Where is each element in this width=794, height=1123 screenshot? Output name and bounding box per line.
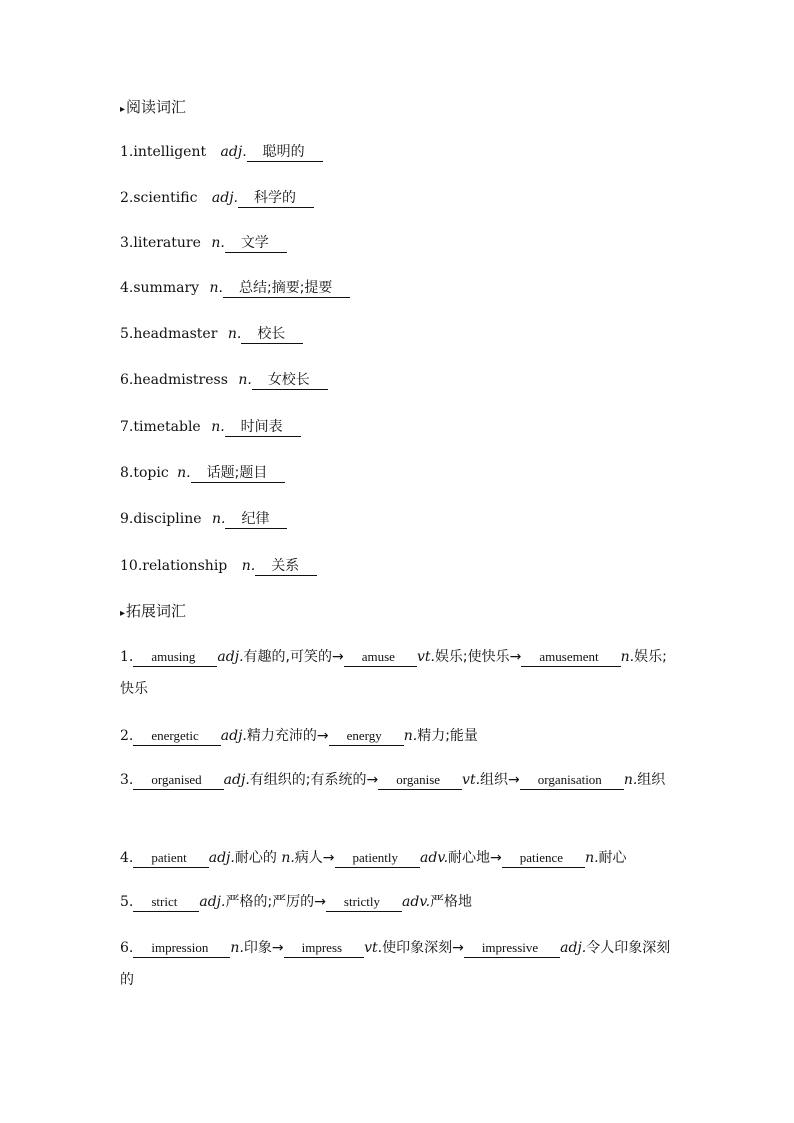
- meaning: 耐心: [598, 850, 627, 866]
- item-number: 6.: [120, 372, 134, 388]
- item-number: 2.: [120, 728, 134, 744]
- answer-blank: organised: [133, 771, 223, 790]
- answer-blank: impression: [133, 939, 230, 958]
- answer-blank: strict: [133, 893, 199, 912]
- answer-blank: impressive: [464, 939, 560, 958]
- item-number: 10.: [120, 558, 143, 574]
- answer-blank: amusement: [521, 648, 620, 667]
- meaning: 娱乐;使快乐: [434, 649, 510, 665]
- arrow-icon: →: [508, 772, 520, 788]
- vocab-word: intelligent: [133, 144, 207, 160]
- answer-blank: organise: [378, 771, 462, 790]
- part-of-speech: adj.: [220, 728, 247, 744]
- item-number: 2.: [120, 190, 134, 206]
- answer-blank: 时间表: [225, 418, 301, 437]
- vocab-word: headmaster: [133, 326, 218, 342]
- arrow-icon: →: [509, 649, 522, 665]
- answer-blank: amuse: [344, 648, 417, 667]
- meaning: 精力充沛的: [246, 728, 317, 744]
- part-of-speech: n.: [177, 465, 191, 481]
- triangle-bullet-icon: ▸: [120, 104, 126, 115]
- part-of-speech: n.: [230, 940, 244, 956]
- part-of-speech: n.: [227, 326, 242, 342]
- word-family-item: [120, 842, 680, 874]
- vocab-item: [120, 272, 680, 304]
- word-family-item: [120, 641, 680, 705]
- meaning: 耐心地: [448, 850, 491, 866]
- meaning: 精力;能量: [417, 728, 478, 744]
- meaning: 使印象深刻: [382, 940, 453, 956]
- item-number: 3.: [120, 235, 134, 251]
- vocab-word: relationship: [142, 558, 228, 574]
- part-of-speech: n.: [241, 558, 256, 574]
- vocab-word: topic: [133, 465, 169, 481]
- vocab-word: scientific: [133, 190, 198, 206]
- arrow-icon: →: [331, 649, 344, 665]
- section-title: 拓展词汇: [126, 602, 187, 620]
- vocab-item: [120, 318, 680, 350]
- answer-blank: 文学: [225, 234, 287, 253]
- item-number: 5.: [120, 894, 134, 910]
- meaning: 有趣的,可笑的: [243, 649, 332, 665]
- answer-blank: 科学的: [238, 189, 314, 208]
- arrow-icon: →: [314, 894, 326, 910]
- part-of-speech: vt.: [364, 940, 383, 956]
- answer-blank: energy: [329, 727, 404, 746]
- item-number: 1.: [120, 649, 134, 665]
- meaning: 严格地: [430, 894, 473, 910]
- part-of-speech: adj.: [560, 940, 587, 956]
- arrow-icon: →: [322, 850, 335, 866]
- part-of-speech: adj.: [199, 894, 226, 910]
- part-of-speech: vt.: [462, 772, 481, 788]
- part-of-speech: n.: [403, 728, 418, 744]
- arrow-icon: →: [490, 850, 502, 866]
- answer-blank: 话题;题目: [191, 464, 286, 483]
- answer-blank: amusing: [133, 648, 217, 667]
- part-of-speech: n.: [585, 850, 599, 866]
- item-number: 8.: [120, 465, 134, 481]
- word-family-item: [120, 886, 680, 918]
- part-of-speech: n.: [211, 419, 225, 435]
- vocab-word: headmistress: [133, 372, 228, 388]
- part-of-speech: adj.: [220, 144, 247, 160]
- part-of-speech: n.: [211, 511, 226, 527]
- section-heading-reading: [120, 96, 186, 117]
- item-number: 5.: [120, 326, 134, 342]
- answer-blank: strictly: [326, 893, 402, 912]
- part-of-speech: n.: [620, 649, 635, 665]
- meaning: 令人印象深刻的: [120, 940, 671, 988]
- part-of-speech: adj.: [223, 772, 250, 788]
- arrow-icon: →: [366, 772, 379, 788]
- item-number: 9.: [120, 511, 134, 527]
- meaning: 有组织的;有系统的: [249, 772, 367, 788]
- section-heading-extension: [120, 600, 186, 621]
- answer-blank: patience: [502, 849, 585, 868]
- triangle-bullet-icon: ▸: [120, 608, 126, 619]
- vocab-item: [120, 457, 680, 489]
- meaning: 娱乐;快乐: [120, 649, 667, 697]
- vocab-item: [120, 411, 680, 443]
- item-number: 4.: [120, 280, 134, 296]
- part-of-speech: adj.: [208, 850, 235, 866]
- meaning: 耐心的: [234, 850, 277, 866]
- vocab-item: [120, 227, 680, 259]
- vocab-word: summary: [133, 280, 200, 296]
- meaning: 组织: [480, 772, 509, 788]
- part-of-speech: n.: [623, 772, 638, 788]
- answer-blank: 校长: [241, 325, 303, 344]
- part-of-speech: adv.: [402, 894, 431, 910]
- part-of-speech: adj.: [217, 649, 244, 665]
- arrow-icon: →: [452, 940, 464, 956]
- part-of-speech: n.: [238, 372, 252, 388]
- vocab-word: timetable: [133, 419, 201, 435]
- answer-blank: 纪律: [225, 510, 287, 529]
- item-number: 7.: [120, 419, 134, 435]
- word-family-item: [120, 764, 680, 796]
- answer-blank: patiently: [335, 849, 421, 868]
- answer-blank: patient: [133, 849, 208, 868]
- word-family-item: [120, 932, 680, 996]
- item-number: 4.: [120, 850, 134, 866]
- vocab-item: [120, 182, 680, 214]
- arrow-icon: →: [316, 728, 329, 744]
- vocab-word: literature: [133, 235, 201, 251]
- word-family-item: [120, 720, 680, 752]
- vocab-word: discipline: [133, 511, 202, 527]
- vocab-item: [120, 136, 680, 168]
- arrow-icon: →: [271, 940, 284, 956]
- part-of-speech: n.: [209, 280, 223, 296]
- meaning: 严格的;严厉的: [225, 894, 315, 910]
- answer-blank: energetic: [133, 727, 220, 746]
- answer-blank: 女校长: [252, 371, 328, 390]
- item-number: 6.: [120, 940, 134, 956]
- meaning: 印象: [243, 940, 272, 956]
- answer-blank: 关系: [255, 557, 317, 576]
- answer-blank: 总结;摘要;提要: [223, 279, 350, 298]
- item-number: 1.: [120, 144, 134, 160]
- part-of-speech: n.: [281, 850, 295, 866]
- vocab-item: [120, 550, 680, 582]
- vocab-item: [120, 503, 680, 535]
- vocab-item: [120, 364, 680, 396]
- answer-blank: 聪明的: [247, 143, 323, 162]
- answer-blank: impress: [284, 939, 364, 958]
- meaning: 组织: [637, 772, 666, 788]
- part-of-speech: n.: [211, 235, 225, 251]
- item-number: 3.: [120, 772, 134, 788]
- meaning: 病人: [294, 850, 323, 866]
- section-title: 阅读词汇: [126, 98, 187, 116]
- part-of-speech: adj.: [211, 190, 239, 206]
- answer-blank: organisation: [520, 771, 624, 790]
- part-of-speech: vt.: [416, 649, 435, 665]
- part-of-speech: adv.: [420, 850, 449, 866]
